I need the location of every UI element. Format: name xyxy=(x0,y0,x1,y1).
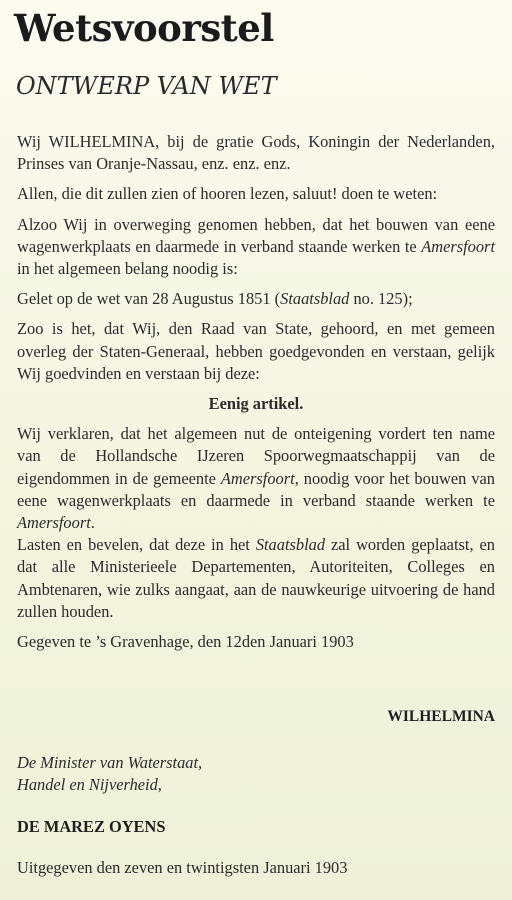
article-place-2: Amersfoort xyxy=(17,513,91,533)
article-paragraph xyxy=(17,423,495,534)
article-text-1: Wij verklaren, dat het algemeen nut de onteigening vordert ten name van de Hollandsche IJzeren Spoorwegmaatschappij van de eigendommen in de gemeente xyxy=(17,424,495,488)
document-subtitle: ONTWERP VAN WET xyxy=(16,72,277,100)
article-heading: Eenig artikel. xyxy=(208,394,304,414)
minister-name: DE MAREZ OYENS xyxy=(17,817,166,836)
consideration-place: Amersfoort xyxy=(421,236,495,256)
law-reference-paragraph xyxy=(17,288,495,310)
orders-text-end: zal worden geplaatst, en dat alle Ministerieele Departementen, Autoriteiten, Colleges en Ambtenaren, wie zulks aangaat, aan de nauwkeurige uitvoering de hand zullen houden. xyxy=(17,535,495,621)
minister-line-1: De Minister van Waterstaat, xyxy=(17,753,203,772)
consideration-paragraph xyxy=(17,214,495,281)
document-body xyxy=(17,131,495,661)
consideration-text-end: in het algemeen belang noodig is: xyxy=(17,259,238,279)
orders-paragraph xyxy=(17,534,495,623)
article-text-2: , noodig voor het bouwen van eene wagenwerkplaats en daarmede in verband staande werken te xyxy=(17,468,495,510)
minister-line-2: Handel en Nijverheid, xyxy=(17,775,162,795)
article-text-3: . xyxy=(90,513,95,533)
intro-paragraph: Wij WILHELMINA, bij de gratie Gods, Koningin der Nederlanden, Prinses van Oranje-Nassau, enz. enz. enz. xyxy=(17,132,495,174)
orders-text: Lasten en bevelen, dat deze in het xyxy=(17,535,256,555)
orders-italic: Staatsblad xyxy=(255,535,326,555)
document-title: Wetsvoorstel xyxy=(14,6,274,50)
greeting-paragraph: Allen, die dit zullen zien of hooren lezen, saluut! doen te weten: xyxy=(17,184,438,204)
published-line: Uitgegeven den zeven en twintigsten Januari 1903 xyxy=(17,858,348,877)
consideration-text: Alzoo Wij in overweging genomen hebben, dat het bouwen van eene wagenwerkplaats en daarmede in verband staande werken te xyxy=(17,214,495,256)
law-reference-text-end: no. 125); xyxy=(349,289,413,309)
decision-paragraph: Zoo is het, dat Wij, den Raad van State, gehoord, en met gemeen overleg der Staten-Generaal, hebben goedgevonden en verstaan, gelijk Wij goedvinden en verstaan bij deze: xyxy=(17,319,495,383)
article-place-1: Amersfoort xyxy=(220,468,295,488)
minister-title-block xyxy=(17,752,495,796)
royal-signature: WILHELMINA xyxy=(387,708,495,725)
given-at-line: Gegeven te ’s Gravenhage, den 12den Januari 1903 xyxy=(17,632,354,652)
law-reference-text: Gelet op de wet van 28 Augustus 1851 ( xyxy=(17,289,281,309)
law-reference-italic: Staatsblad xyxy=(280,289,350,309)
